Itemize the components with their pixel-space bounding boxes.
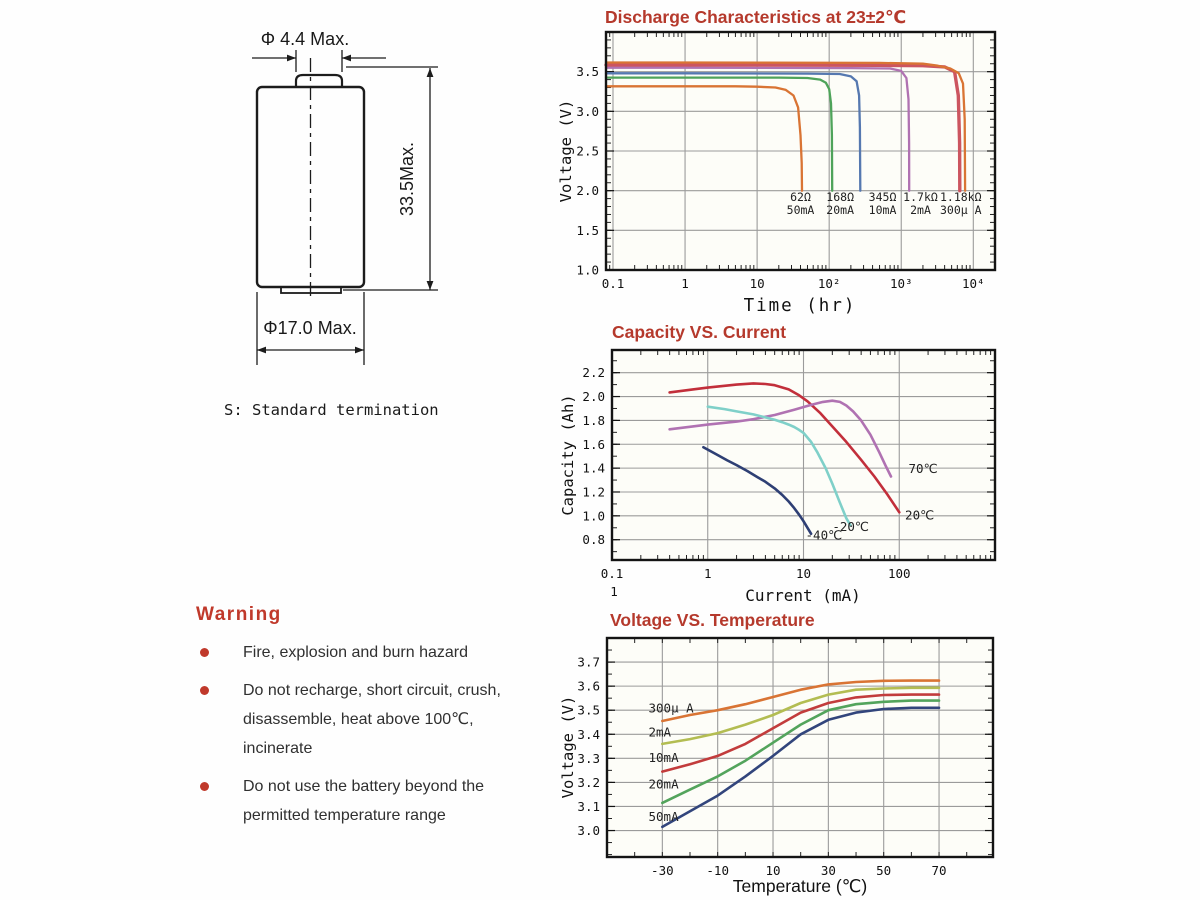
diameter-label: Φ17.0 Max. — [263, 318, 357, 338]
y-axis-label: Capacity (Ah) — [559, 394, 577, 516]
annotation: -20℃ — [832, 518, 869, 534]
x-tick-label: 1 — [681, 276, 689, 291]
voltage-temperature-chart — [559, 610, 993, 896]
y-tick-label: 1.8 — [582, 412, 605, 428]
bullet-icon — [200, 782, 209, 791]
y-tick-label: 1.5 — [576, 222, 599, 238]
annotation: 345Ω 10mA — [868, 189, 897, 217]
arrowhead-icon — [287, 55, 296, 62]
y-tick-label: 2.5 — [576, 143, 599, 159]
annotation: 20mA — [648, 776, 679, 792]
warning-item — [196, 676, 526, 763]
x-tick-label: -10 — [706, 863, 729, 878]
y-tick-label: 2.2 — [582, 365, 605, 381]
y-tick-label: 1.2 — [582, 484, 605, 500]
bullet-icon — [200, 686, 209, 695]
x-tick-label: -30 — [651, 863, 674, 878]
x-tick-label: 10 — [765, 863, 781, 878]
annotation: 168Ω 20mA — [826, 189, 855, 217]
x-tick-label: 100 — [887, 566, 911, 581]
x-tick-label: 10 — [795, 566, 812, 581]
annotation: 50mA — [648, 808, 679, 824]
chart-title: Discharge Characteristics at 23±2℃ — [605, 7, 907, 27]
discharge-plot-area — [576, 32, 995, 291]
y-tick-label: 3.7 — [577, 654, 600, 670]
y-tick-label: 1.4 — [582, 460, 605, 476]
annotation: 300µ A — [648, 700, 694, 716]
annotation: 20℃ — [905, 507, 935, 523]
annotation: 70℃ — [908, 460, 938, 476]
warning-title: Warning — [196, 604, 282, 625]
y-axis-label: Voltage (V) — [559, 695, 577, 799]
arrowhead-icon — [355, 347, 364, 354]
warning-item — [196, 772, 526, 830]
x-tick-label: 70 — [931, 863, 947, 878]
x-tick-note: 1 — [610, 584, 618, 599]
x-tick-label: 10³ — [889, 276, 913, 291]
y-tick-label: 1.6 — [582, 436, 605, 452]
annotation: 1.7kΩ 2mA — [903, 189, 938, 217]
annotation: 1.18kΩ 300µ A — [939, 189, 982, 217]
y-tick-label: 3.6 — [577, 678, 600, 694]
battery-dimension-drawing — [150, 10, 540, 470]
arrowhead-icon — [342, 55, 351, 62]
annotation: 10mA — [648, 749, 679, 765]
y-tick-label: 2.0 — [582, 389, 605, 405]
capacity-current-chart — [559, 322, 995, 605]
warning-text: Do not recharge, short circuit, crush, disassemble, heat above 100℃, incinerate — [243, 682, 501, 757]
x-axis-label: Time (hr) — [743, 296, 857, 316]
y-tick-label: 3.5 — [576, 64, 599, 80]
x-tick-label: 1 — [703, 566, 712, 581]
voltage-temp-plot-area — [577, 638, 993, 878]
warning-item — [196, 638, 526, 667]
y-tick-label: 3.0 — [577, 823, 600, 839]
y-tick-label: 3.5 — [577, 702, 600, 718]
x-axis-label: Current (mA) — [745, 586, 861, 605]
arrowhead-icon — [427, 281, 434, 290]
y-tick-label: 3.1 — [577, 798, 600, 814]
y-tick-label: 0.8 — [582, 532, 605, 548]
warning-text: Fire, explosion and burn hazard — [243, 644, 469, 661]
y-axis-label: Voltage (V) — [557, 99, 575, 203]
termination-note: S: Standard termination — [224, 401, 439, 419]
y-tick-label: 3.3 — [577, 750, 600, 766]
y-tick-label: 3.2 — [577, 774, 600, 790]
capacity-plot-area — [582, 350, 995, 599]
y-tick-label: 1.0 — [576, 262, 599, 278]
warning-text: Do not use the battery beyond the permitted temperature range — [243, 778, 485, 824]
x-tick-label: 30 — [820, 863, 836, 878]
x-tick-label: 10 — [749, 276, 765, 291]
y-tick-label: 1.0 — [582, 508, 605, 524]
bullet-icon — [200, 648, 209, 657]
charts-column — [550, 0, 1200, 900]
x-tick-label: 10⁴ — [962, 276, 985, 291]
arrowhead-icon — [427, 68, 434, 77]
x-tick-label: 0.1 — [600, 566, 624, 581]
top-diameter-label: Φ 4.4 Max. — [260, 29, 350, 49]
chart-title: Voltage VS. Temperature — [610, 610, 815, 630]
y-tick-label: 3.4 — [577, 726, 600, 742]
battery-terminal — [296, 75, 342, 87]
annotation: 62Ω 50mA — [786, 189, 815, 217]
height-label: 33.5Max. — [397, 141, 417, 217]
x-tick-label: 50 — [876, 863, 892, 878]
arrowhead-icon — [257, 347, 266, 354]
x-tick-label: 0.1 — [601, 276, 625, 291]
y-tick-label: 3.0 — [576, 103, 599, 119]
y-tick-label: 2.0 — [576, 183, 599, 199]
x-tick-label: 10² — [817, 276, 841, 291]
discharge-chart — [557, 7, 995, 316]
annotation: -40℃ — [805, 527, 843, 543]
annotation: 2mA — [648, 724, 672, 740]
warning-section — [196, 604, 526, 839]
chart-title: Capacity VS. Current — [612, 322, 787, 342]
x-axis-label: Temperature (℃) — [732, 876, 868, 896]
